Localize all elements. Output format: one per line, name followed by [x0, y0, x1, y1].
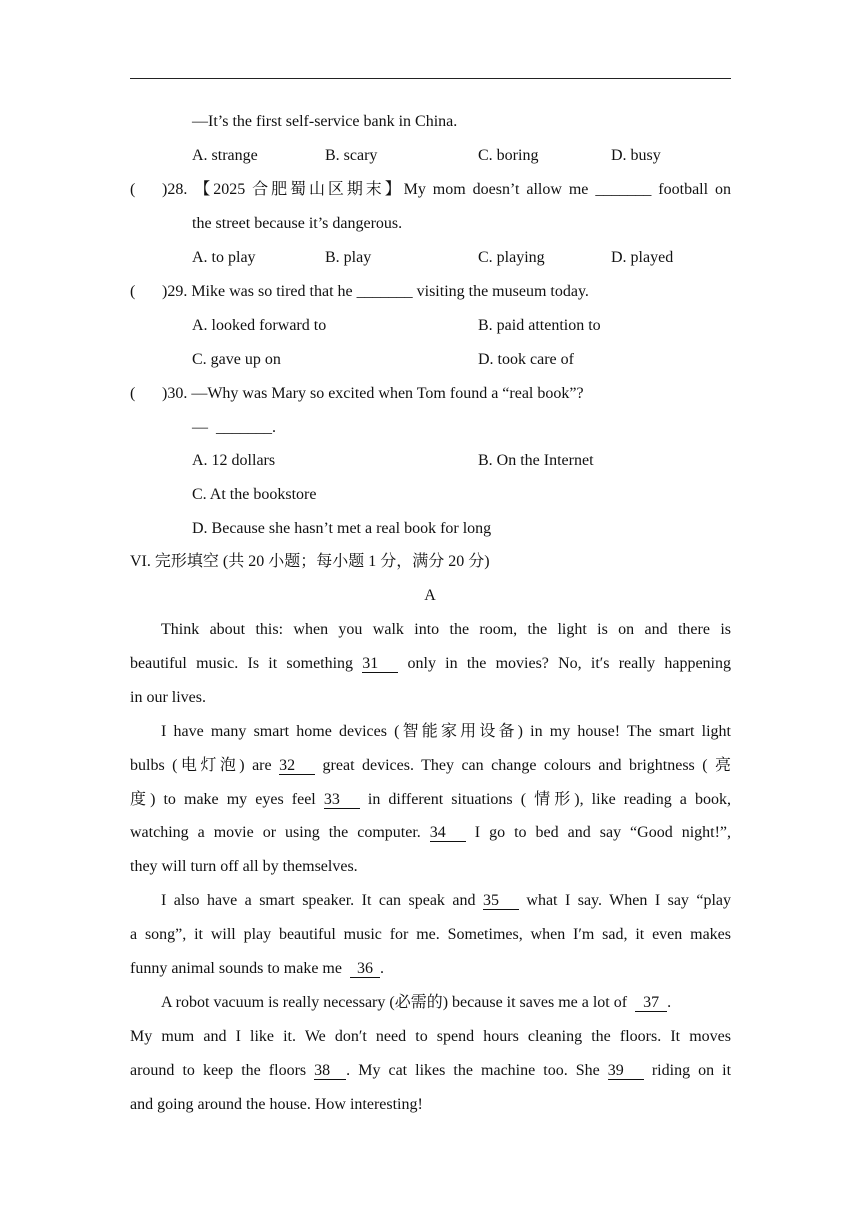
p2-line-3 — [130, 790, 731, 810]
p3-line-3 — [130, 959, 384, 979]
blank-34: 34 — [430, 825, 466, 842]
p4-text-d: . My cat likes the machine too. She — [346, 1062, 600, 1079]
p2-line-4 — [130, 823, 731, 843]
blank-35: 35 — [483, 893, 519, 910]
p3-line-1 — [161, 891, 731, 911]
p4-line-3 — [130, 1061, 731, 1081]
p4-line-2: My mum and I like it. We don′t need to spend hours cleaning the floors. It moves — [130, 1028, 731, 1045]
q28-option-c: C. playing — [478, 249, 545, 266]
q29-option-b: B. paid attention to — [478, 317, 601, 334]
q27-option-c: C. boring — [478, 147, 539, 164]
p4-line-1 — [161, 993, 671, 1013]
p3-text-a: I also have a smart speaker. It can speak and — [161, 892, 476, 909]
p2-text-d: in different situations ( 情形), like reading a book, — [367, 791, 731, 808]
q29-stem — [162, 282, 589, 302]
q30-stem-text: —Why was Mary so excited when Tom found a “real book”? — [191, 385, 584, 402]
p3-line-2: a song”, it will play beautiful music for me. Sometimes, when I′m sad, it even makes — [130, 926, 731, 943]
q29-option-c: C. gave up on — [192, 351, 281, 368]
p4-text-e: riding on it — [651, 1062, 732, 1079]
q27-option-a: A. strange — [192, 147, 258, 164]
q29-blank: _______ — [356, 283, 413, 300]
q30-option-d: D. Because she hasn’t met a real book for long — [192, 520, 492, 537]
q28-number: )28. — [162, 181, 188, 198]
q28-option-a: A. to play — [192, 249, 256, 266]
q28-stem-continued: the street because it’s dangerous. — [192, 215, 403, 232]
q27-option-b: B. scary — [325, 147, 378, 164]
blank-36: 36 — [350, 961, 380, 978]
p4-text-c: around to keep the floors — [130, 1062, 307, 1079]
header-rule — [130, 78, 731, 79]
q30-answer-blank: _______. — [216, 419, 276, 436]
p1-line-2 — [130, 654, 731, 674]
p2-text-f: I go to bed and say “Good night!”, — [474, 824, 732, 841]
q27-dialog-line: —It’s the first self-service bank in China. — [192, 113, 458, 130]
q29-answer-paren: ( — [130, 283, 136, 300]
blank-32: 32 — [279, 758, 315, 775]
q28-option-b: B. play — [325, 249, 372, 266]
q28-stem-b: football on — [658, 181, 731, 198]
q28-stem-a: My mom doesn’t allow me — [403, 181, 589, 198]
p2-line-2 — [130, 756, 731, 776]
q29-stem-a: Mike was so tired that he — [191, 283, 353, 300]
p1-line-3: in our lives. — [130, 689, 206, 706]
q29-stem-b: visiting the museum today. — [416, 283, 589, 300]
p2-line-5: they will turn off all by themselves. — [130, 858, 358, 875]
q28-stem — [162, 180, 731, 200]
p1-line-1: Think about this: when you walk into the room, the light is on and there is — [161, 621, 731, 638]
passage-part-label: A — [424, 587, 436, 604]
p1-text-b: only in the movies? No, it′s really happening — [407, 655, 732, 672]
q27-option-d: D. busy — [611, 147, 661, 164]
p4-text-b: . — [667, 994, 672, 1011]
section-heading: VI. 完形填空 (共 20 小题；每小题 1 分，满分 20 分) — [130, 553, 490, 570]
q30-answer-dash: — — [192, 419, 208, 436]
q29-number: )29. — [162, 283, 188, 300]
blank-38: 38 — [314, 1063, 346, 1080]
q30-answer-line — [192, 418, 276, 438]
blank-33: 33 — [324, 792, 360, 809]
q28-blank: _______ — [595, 181, 652, 198]
p4-line-4: and going around the house. How interesting! — [130, 1096, 423, 1113]
q30-option-a: A. 12 dollars — [192, 452, 276, 469]
p1-text-a: beautiful music. Is it something — [130, 655, 354, 672]
q30-stem — [162, 384, 584, 404]
q28-option-d: D. played — [611, 249, 674, 266]
q30-option-b: B. On the Internet — [478, 452, 594, 469]
p2-text-e: watching a movie or using the computer. — [130, 824, 421, 841]
q30-answer-paren: ( — [130, 385, 136, 402]
p2-text-a: bulbs (电灯泡) are — [130, 757, 272, 774]
p2-text-b: great devices. They can change colours and brightness ( 亮 — [322, 757, 732, 774]
p2-line-1: I have many smart home devices (智能家用设备) in my house! The smart light — [161, 723, 731, 740]
p3-text-d: . — [379, 960, 384, 977]
p4-text-a: A robot vacuum is really necessary (必需的) because it saves me a lot of — [161, 994, 628, 1011]
q29-option-d: D. took care of — [478, 351, 574, 368]
q30-option-c: C. At the bookstore — [192, 486, 317, 503]
q28-source: 【2025 合肥蜀山区期末】 — [194, 181, 404, 198]
blank-37: 37 — [635, 995, 667, 1012]
q29-option-a: A. looked forward to — [192, 317, 327, 334]
blank-39: 39 — [608, 1063, 644, 1080]
q30-number: )30. — [162, 385, 188, 402]
p3-text-b: what I say. When I say “play — [526, 892, 732, 909]
blank-31: 31 — [362, 656, 398, 673]
p3-text-c: funny animal sounds to make me — [130, 960, 342, 977]
p2-text-c: 度) to make my eyes feel — [130, 791, 316, 808]
q28-answer-paren: ( — [130, 181, 136, 198]
